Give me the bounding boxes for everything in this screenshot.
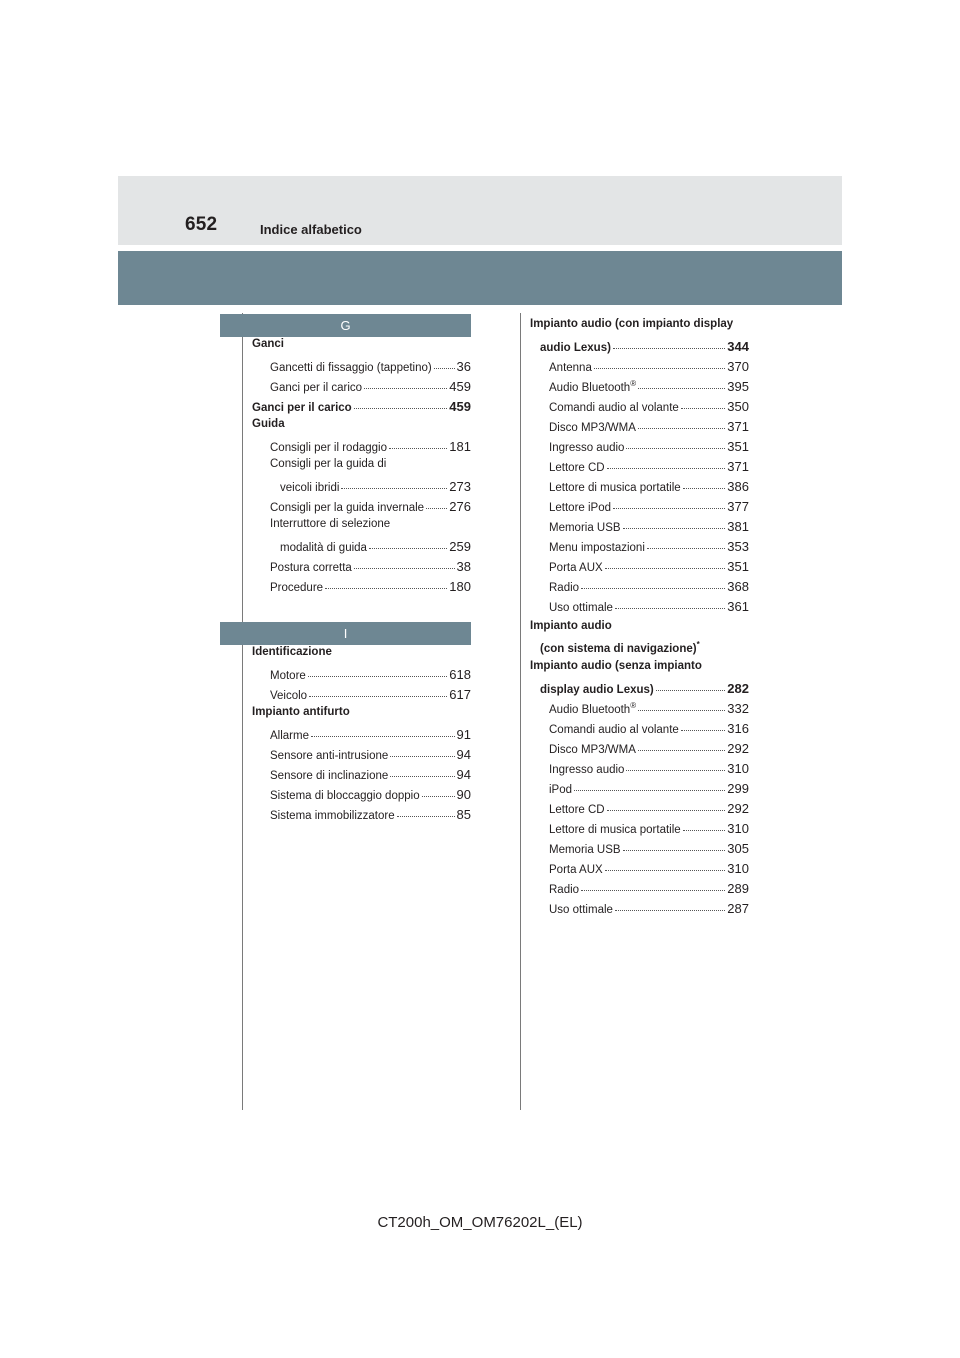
index-entry: Menu impostazioni 353	[549, 538, 749, 558]
index-entry: Porta AUX 351	[549, 558, 749, 578]
index-entry: Guida	[252, 418, 285, 430]
index-entry: Interruttore di selezione	[270, 518, 391, 530]
index-entry: Ganci	[252, 338, 284, 350]
index-entry: Ganci per il carico 459	[252, 398, 471, 418]
index-entry: Consigli per la guida invernale 276	[270, 498, 471, 518]
index-entry: Identificazione	[252, 646, 332, 658]
index-entry: Sensore di inclinazione 94	[270, 766, 471, 786]
index-entry: Radio 289	[549, 880, 749, 900]
index-entry: Ganci per il carico 459	[270, 378, 471, 398]
index-entry: audio Lexus) 344	[540, 338, 749, 358]
index-entry: Motore 618	[270, 666, 471, 686]
index-entry: Memoria USB 381	[549, 518, 749, 538]
index-entry: modalità di guida 259	[280, 538, 471, 558]
left-column-rule	[242, 313, 243, 1110]
index-entry: Lettore di musica portatile 386	[549, 478, 749, 498]
index-entry: (con sistema di navigazione)*	[540, 640, 700, 655]
index-entry: Audio Bluetooth® 332	[549, 700, 749, 720]
index-entry: iPod 299	[549, 780, 749, 800]
letter-heading-g: G	[220, 314, 471, 337]
index-entry: Sistema di bloccaggio doppio 90	[270, 786, 471, 806]
index-entry: Allarme 91	[270, 726, 471, 746]
index-entry: Impianto audio (senza impianto	[530, 660, 702, 672]
index-entry: Uso ottimale 287	[549, 900, 749, 920]
index-entry: Radio 368	[549, 578, 749, 598]
index-entry: display audio Lexus) 282	[540, 680, 749, 700]
index-entry: Disco MP3/WMA 292	[549, 740, 749, 760]
index-entry: Uso ottimale 361	[549, 598, 749, 618]
index-entry: Consigli per la guida di	[270, 458, 387, 470]
index-entry: Sensore anti-intrusione 94	[270, 746, 471, 766]
index-entry: Comandi audio al volante 350	[549, 398, 749, 418]
index-entry: Porta AUX 310	[549, 860, 749, 880]
header-strip	[118, 176, 842, 245]
index-entry: Veicolo 617	[270, 686, 471, 706]
index-entry: Lettore CD 292	[549, 800, 749, 820]
index-entry: Comandi audio al volante 316	[549, 720, 749, 740]
index-entry: Sistema immobilizzatore 85	[270, 806, 471, 826]
index-entry: Impianto audio	[530, 620, 612, 632]
index-entry: veicoli ibridi 273	[280, 478, 471, 498]
index-entry: Disco MP3/WMA 371	[549, 418, 749, 438]
index-entry: Ingresso audio 351	[549, 438, 749, 458]
document-code: CT200h_OM_OM76202L_(EL)	[377, 1214, 583, 1231]
index-entry: Lettore CD 371	[549, 458, 749, 478]
index-entry: Memoria USB 305	[549, 840, 749, 860]
index-entry: Antenna 370	[549, 358, 749, 378]
right-column-rule	[520, 313, 521, 1110]
header-band	[118, 251, 842, 305]
index-entry: Consigli per il rodaggio 181	[270, 438, 471, 458]
section-title: Indice alfabetico	[260, 222, 362, 237]
index-entry: Audio Bluetooth® 395	[549, 378, 749, 398]
index-entry: Ingresso audio 310	[549, 760, 749, 780]
index-entry: Procedure 180	[270, 578, 471, 598]
index-entry: Lettore iPod 377	[549, 498, 749, 518]
index-entry: Impianto antifurto	[252, 706, 350, 718]
index-entry: Postura corretta 38	[270, 558, 471, 578]
index-entry: Impianto audio (con impianto display	[530, 318, 734, 330]
index-entry: Lettore di musica portatile 310	[549, 820, 749, 840]
page-number: 652	[185, 214, 218, 235]
letter-heading-i: I	[220, 622, 471, 645]
index-entry: Gancetti di fissaggio (tappetino) 36	[270, 358, 471, 378]
